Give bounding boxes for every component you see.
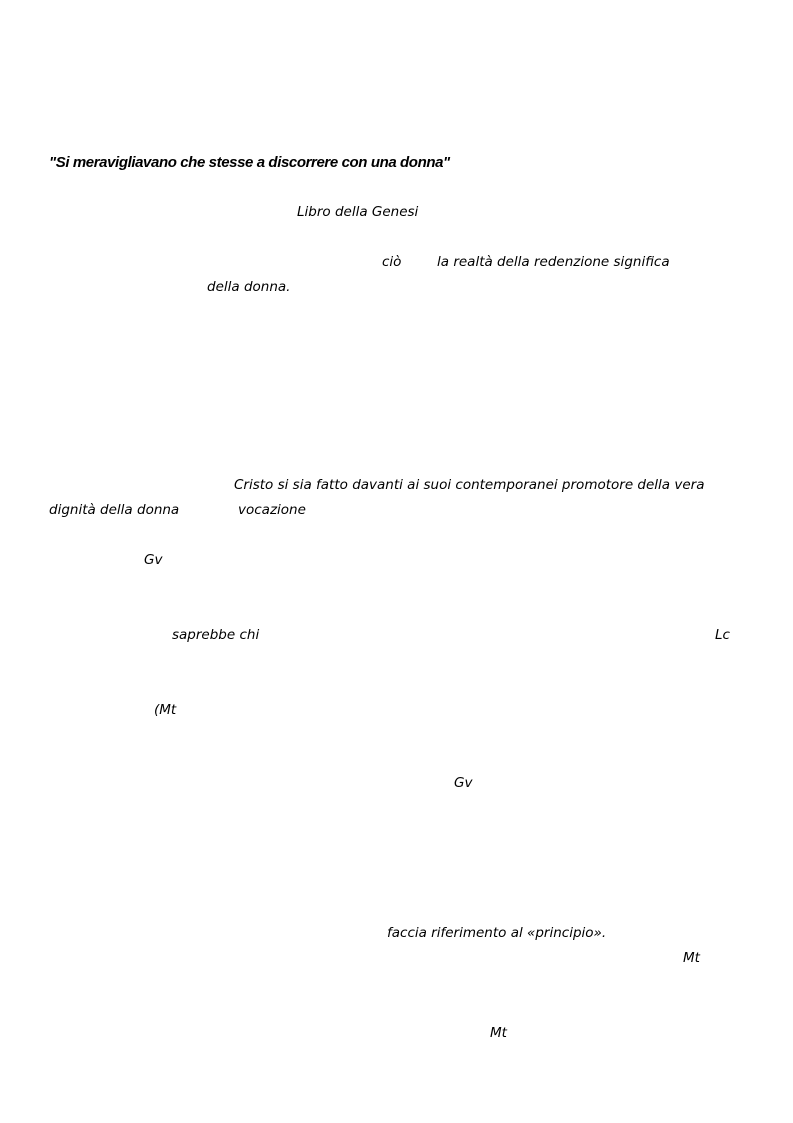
italic-fragment-della-donna: della donna. — [207, 279, 291, 295]
citation-gv-1: Gv — [144, 552, 163, 568]
italic-fragment-faccia-riferimento: faccia riferimento al «principio». — [387, 925, 607, 941]
citation-mt-2: Mt — [490, 1025, 507, 1041]
italic-fragment-realta-redenzione: la realtà della redenzione significa — [437, 254, 670, 270]
citation-gv-2: Gv — [454, 775, 473, 791]
italic-fragment-vocazione: vocazione — [238, 502, 306, 518]
italic-fragment-libro-genesi: Libro della Genesi — [297, 204, 419, 220]
italic-fragment-cristo-promotore: Cristo si sia fatto davanti ai suoi contemporanei promotore della vera — [234, 477, 705, 493]
italic-fragment-dignita-donna: dignità della donna — [49, 502, 180, 518]
citation-mt-1: Mt — [683, 950, 700, 966]
italic-fragment-saprebbe-chi: saprebbe chi — [172, 627, 260, 643]
italic-fragment-cio: ciò — [382, 254, 402, 270]
citation-mt-paren: (Mt — [154, 702, 177, 718]
citation-lc: Lc — [715, 627, 730, 643]
section-heading: "Si meravigliavano che stesse a discorrere con una donna" — [49, 154, 450, 171]
